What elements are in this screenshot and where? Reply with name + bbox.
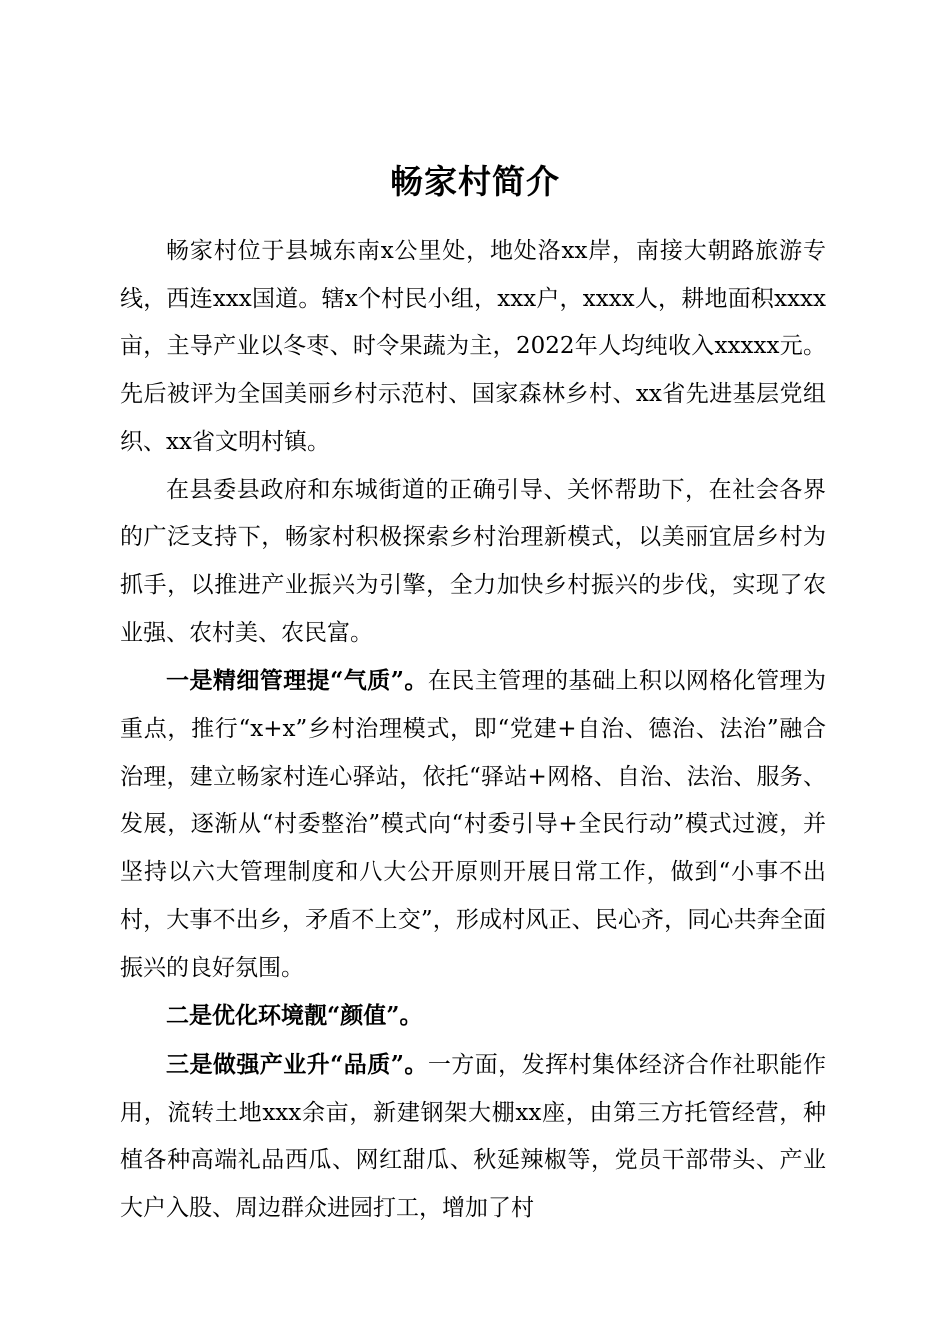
paragraph-lead: 二是优化环境靓“颜值”。 xyxy=(166,1002,423,1030)
paragraph-industry xyxy=(120,1041,826,1233)
paragraph-management xyxy=(120,657,826,992)
paragraph-text: 畅家村位于县城东南x公里处，地处洛xx岸，南接大朝路旅游专线，西连xxx国道。辖x个村民小组，xxx户，xxxx人，耕地面积xxxx亩，主导产业以冬枣、时令果蔬为主，2022年人均纯收入xxxxx元。先后被评为全国美丽乡村示范村、国家森林乡村、xx省先进基层党组织、xx省文明村镇。 xyxy=(120,238,826,455)
document-body xyxy=(120,228,826,1233)
paragraph-text: 在民主管理的基础上积以网格化管理为重点，推行“x+x”乡村治理模式，即“党建+自治、德治、法治”融合治理，建立畅家村连心驿站，依托“驿站+网格、自治、法治、服务、发展，逐渐从“村委整治”模式向“村委引导+全民行动”模式过渡，并坚持以六大管理制度和八大公开原则开展日常工作，做到“小事不出村，大事不出乡，矛盾不上交”，形成村风正、民心齐，同心共奔全面振兴的良好氛围。 xyxy=(120,668,827,981)
paragraph-overview xyxy=(120,467,826,658)
paragraph-text: 在县委县政府和东城街道的正确引导、关怀帮助下，在社会各界的广泛支持下，畅家村积极探索乡村治理新模式，以美丽宜居乡村为抓手，以推进产业振兴为引擎，全力加快乡村振兴的步伐，实现了农业强、农村美、农民富。 xyxy=(120,476,826,646)
paragraph-text: 一方面，发挥村集体经济合作社职能作用，流转土地xxx余亩，新建钢架大棚xx座，由第三方托管经营，种植各种高端礼品西瓜、网红甜瓜、秋延辣椒等，党员干部带头、产业大户入股、周边群众进园打工，增加了村 xyxy=(120,1051,827,1222)
document-title: 畅家村简介 xyxy=(390,162,560,202)
paragraph-environment xyxy=(120,992,826,1041)
paragraph-lead: 三是做强产业升“品质”。 xyxy=(166,1050,428,1078)
paragraph-intro xyxy=(120,228,826,467)
paragraph-lead: 一是精细管理提“气质”。 xyxy=(166,667,428,695)
